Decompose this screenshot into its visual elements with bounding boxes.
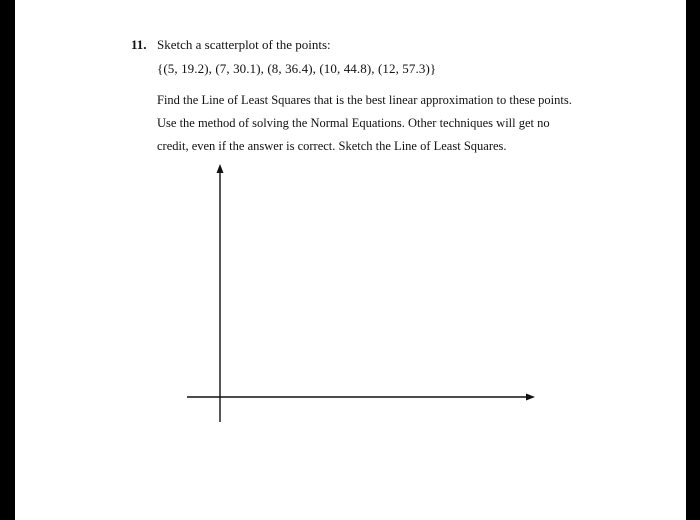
point-set: {(5, 19.2), (7, 30.1), (8, 36.4), (10, 44.8), (12, 57.3)} bbox=[157, 61, 437, 76]
problem-text-line: credit, even if the answer is correct. Sketch the Line of Least Squares. bbox=[157, 139, 507, 153]
worksheet-page bbox=[15, 0, 686, 520]
problem-text-line: Use the method of solving the Normal Equations. Other techniques will get no bbox=[157, 116, 550, 130]
x-axis-arrow-icon bbox=[526, 394, 535, 401]
problem-text-line: Find the Line of Least Squares that is the best linear approximation to these points. bbox=[157, 93, 572, 107]
question-instruction: Sketch a scatterplot of the points: bbox=[157, 37, 331, 52]
blank-axes bbox=[15, 0, 686, 520]
y-axis-arrow-icon bbox=[217, 164, 224, 173]
question-number: 11. bbox=[131, 37, 147, 52]
